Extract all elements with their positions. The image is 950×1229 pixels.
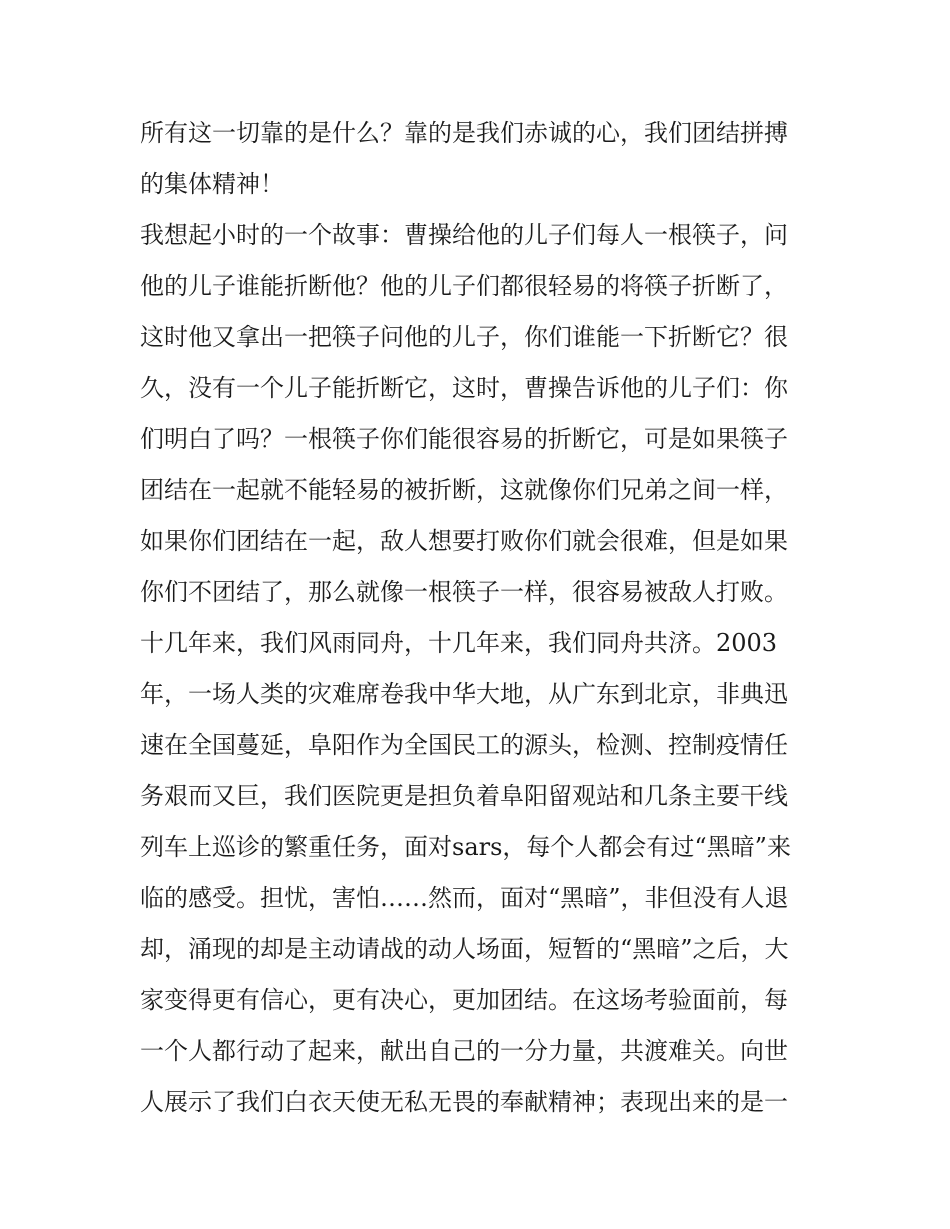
text-line: 久，没有一个儿子能折断它，这时，曹操告诉他的儿子们：你: [140, 374, 788, 402]
text-line: 一个人都行动了起来，献出自己的一分力量，共渡难关。向世: [140, 1037, 788, 1065]
body-text: [140, 108, 820, 1128]
text-line: 如果你们团结在一起，敌人想要打败你们就会很难，但是如果: [140, 527, 788, 555]
text-line: 务艰而又巨，我们医院更是担负着阜阳留观站和几条主要干线: [140, 782, 788, 810]
text-line: 十几年来，我们风雨同舟，十几年来，我们同舟共济。2003: [140, 629, 778, 657]
text-line: 家变得更有信心，更有决心，更加团结。在这场考验面前，每: [140, 986, 788, 1014]
text-line: 人展示了我们白衣天使无私无畏的奉献精神；表现出来的是一: [140, 1088, 788, 1116]
text-line: 们明白了吗？一根筷子你们能很容易的折断它，可是如果筷子: [140, 425, 788, 453]
text-line: 团结在一起就不能轻易的被折断，这就像你们兄弟之间一样，: [140, 476, 788, 504]
text-line: 你们不团结了，那么就像一根筷子一样，很容易被敌人打败。: [140, 578, 788, 606]
text-line: 速在全国蔓延，阜阳作为全国民工的源头，检测、控制疫情任: [140, 731, 788, 759]
text-line: 他的儿子谁能折断他？他的儿子们都很轻易的将筷子折断了，: [140, 272, 788, 300]
text-line: 却，涌现的却是主动请战的动人场面，短暂的“黑暗”之后，大: [140, 935, 789, 963]
text-line: 临的感受。担忧，害怕……然而，面对“黑暗”，非但没有人退: [140, 884, 789, 912]
text-line: 我想起小时的一个故事：曹操给他的儿子们每人一根筷子，问: [140, 221, 788, 249]
text-line: 所有这一切靠的是什么？靠的是我们赤诚的心，我们团结拼搏: [140, 119, 788, 147]
text-line: 的集体精神！: [140, 170, 284, 198]
text-line: 这时他又拿出一把筷子问他的儿子，你们谁能一下折断它？很: [140, 323, 788, 351]
text-line: 列车上巡诊的繁重任务，面对sars，每个人都会有过“黑暗”来: [140, 833, 791, 861]
text-line: 年，一场人类的灾难席卷我中华大地，从广东到北京，非典迅: [140, 680, 788, 708]
